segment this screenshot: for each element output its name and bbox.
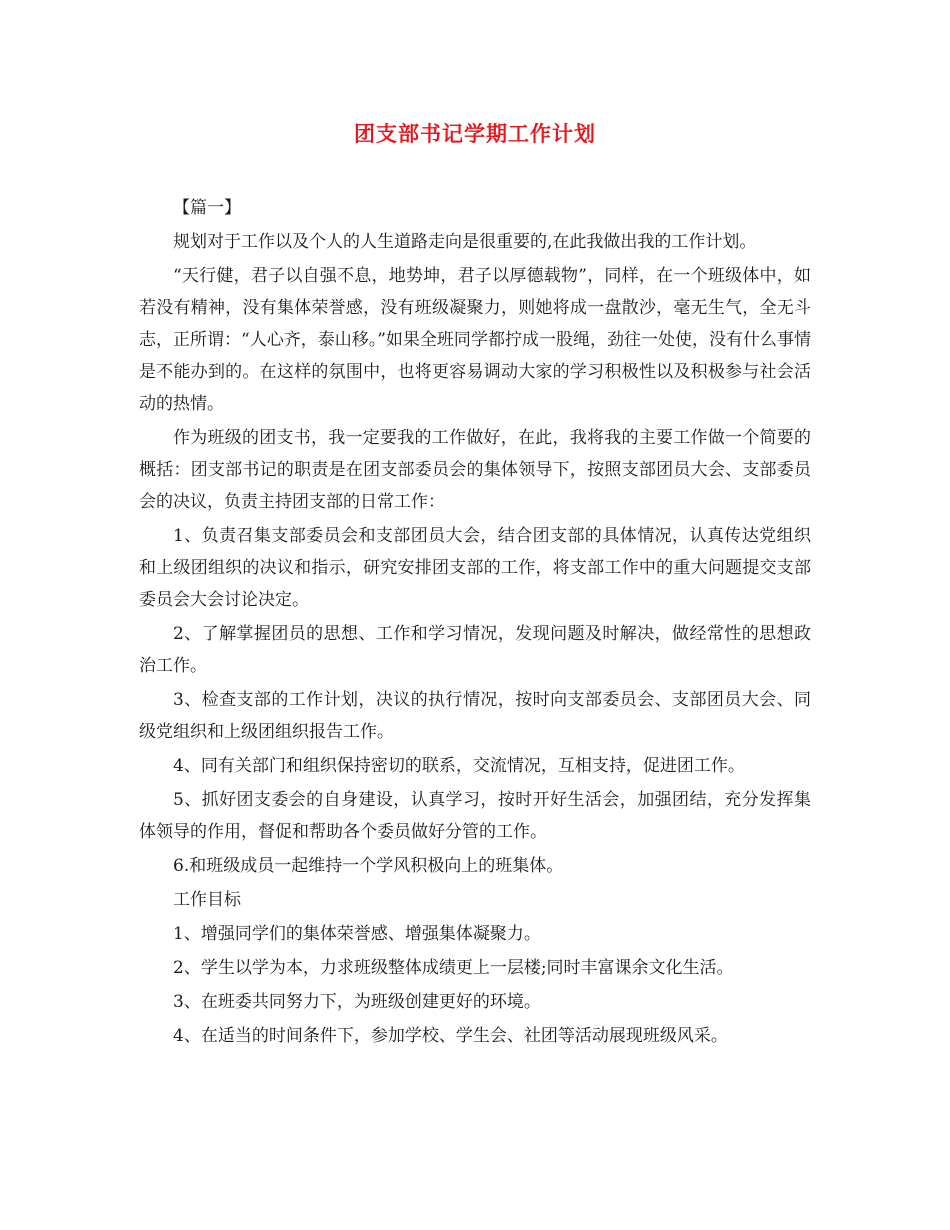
duty-item-5: 5、抓好团支委会的自身建设，认真学习，按时开好生活会，加强团结，充分发挥集体领导的作用，督促和帮助各个委员做好分管的工作。	[139, 790, 811, 842]
section-label: 【篇一】	[173, 198, 241, 218]
duty-item-2: 2、了解掌握团员的思想、工作和学习情况，发现问题及时解决，做经常性的思想政治工作。	[139, 624, 811, 676]
duty-item-4: 4、同有关部门和组织保持密切的联系，交流情况，互相支持，促进团工作。	[173, 756, 745, 776]
goal-item-4: 4、在适当的时间条件下，参加学校、学生会、社团等活动展现班级风采。	[173, 1026, 728, 1046]
paragraph-quote: “天行健，君子以自强不息，地势坤，君子以厚德载物”，同样，在一个班级体中，如若没有精神，没有集体荣誉感，没有班级凝聚力，则她将成一盘散沙，毫无生气，全无斗志，正所谓：“人心齐，泰山移。”如果全班同学都拧成一股绳，劲往一处使，没有什么事情是不能办到的。在这样的氛围中，也将更容易调动大家的学习积极性以及积极参与社会活动的热情。	[139, 266, 811, 414]
paragraph-duties-overview: 作为班级的团支书，我一定要我的工作做好，在此，我将我的主要工作做一个简要的概括：团支部书记的职责是在团支部委员会的集体领导下，按照支部团员大会、支部委员会的决议，负责主持团支部的日常工作：	[139, 428, 811, 512]
duty-item-6: 6.和班级成员一起维持一个学风积极向上的班集体。	[173, 856, 564, 876]
document-title: 团支部书记学期工作计划	[354, 121, 596, 146]
duty-item-3: 3、检查支部的工作计划，决议的执行情况，按时向支部委员会、支部团员大会、同级党组织和上级团组织报告工作。	[139, 690, 811, 742]
goal-item-3: 3、在班委共同努力下，为班级创建更好的环境。	[173, 992, 541, 1012]
goal-item-1: 1、增强同学们的集体荣誉感、增强集体凝聚力。	[173, 924, 541, 944]
paragraph-intro: 规划对于工作以及个人的人生道路走向是很重要的,在此我做出我的工作计划。	[173, 232, 757, 252]
goal-item-2: 2、学生以学为本，力求班级整体成绩更上一层楼;同时丰富课余文化生活。	[173, 958, 734, 978]
duty-item-1: 1、负责召集支部委员会和支部团员大会，结合团支部的具体情况，认真传达党组织和上级团组织的决议和指示，研究安排团支部的工作，将支部工作中的重大问题提交支部委员会大会讨论决定。	[139, 526, 811, 610]
document-body	[139, 192, 811, 1054]
goals-heading: 工作目标	[173, 890, 241, 910]
